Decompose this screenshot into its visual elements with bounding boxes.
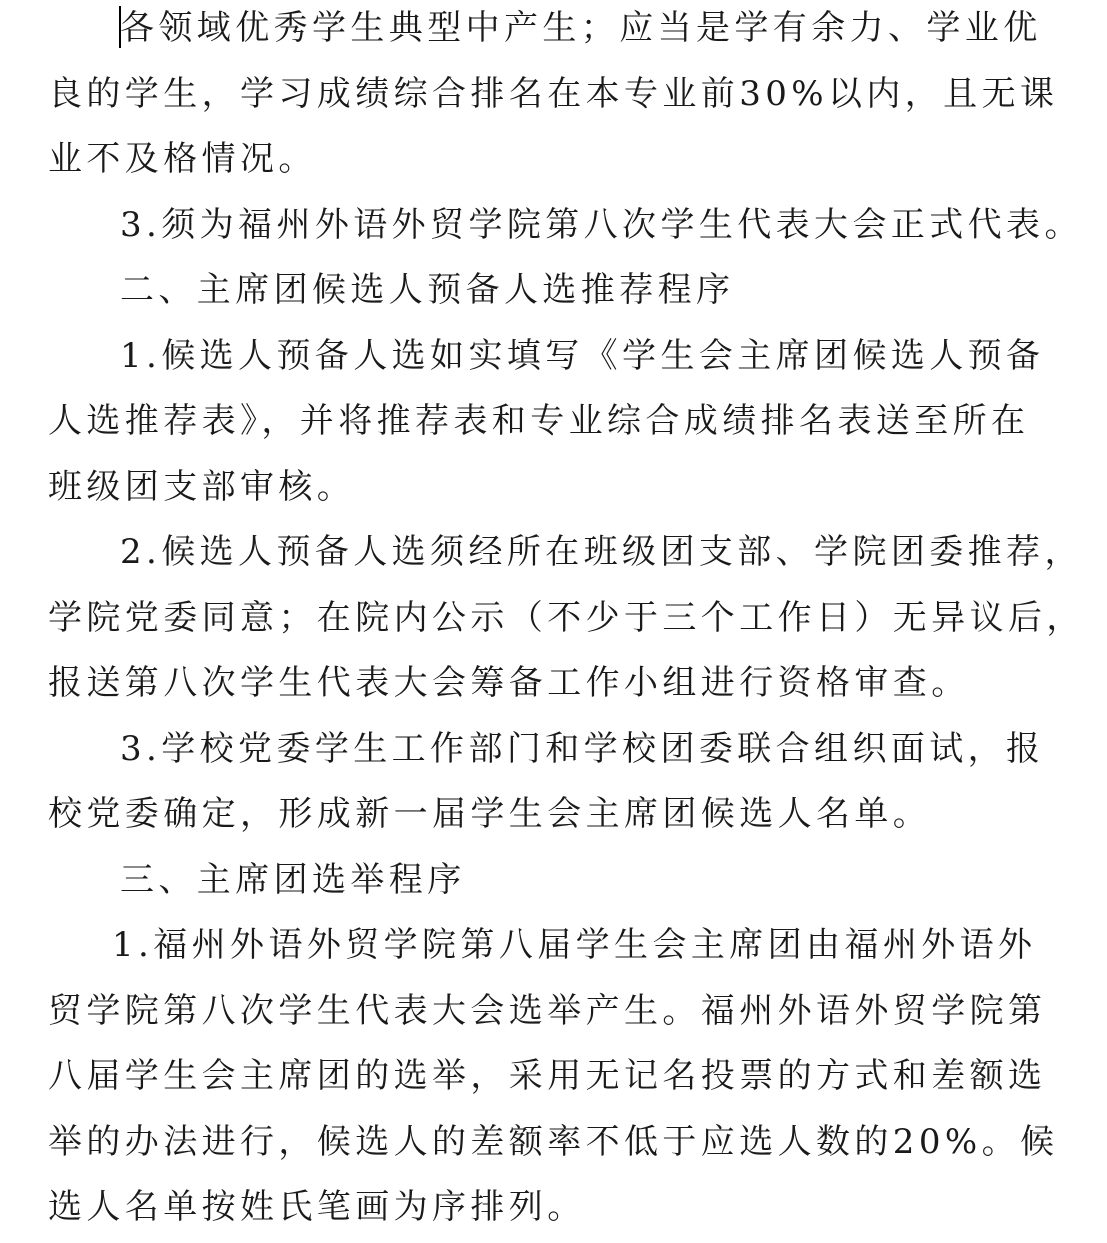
- text-line-19: 选人名单按姓氏笔画为序排列。: [48, 1187, 586, 1227]
- text-line-4: 3.须为福州外语外贸学院第八次学生代表大会正式代表。: [120, 205, 1083, 245]
- text-line-7: 人选推荐表》，并将推荐表和专业综合成绩排名表送至所在: [48, 401, 1030, 441]
- section-heading-2: 二、主席团候选人预备人选推荐程序: [120, 270, 735, 310]
- text-line-11: 报送第八次学生代表大会筹备工作小组进行资格审查。: [48, 663, 970, 703]
- text-line-12: 3.学校党委学生工作部门和学校团委联合组织面试，报: [120, 729, 1045, 769]
- text-line-17: 八届学生会主席团的选举，采用无记名投票的方式和差额选: [48, 1056, 1047, 1096]
- text-line-3: 业不及格情况。: [48, 139, 317, 179]
- text-line-13: 校党委确定，形成新一届学生会主席团候选人名单。: [48, 794, 932, 834]
- section-heading-3: 三、主席团选举程序: [120, 860, 466, 900]
- text-line-16: 贸学院第八次学生代表大会选举产生。福州外语外贸学院第: [48, 991, 1047, 1031]
- text-line-15: 1.福州外语外贸学院第八届学生会主席团由福州外语外: [112, 925, 1037, 965]
- text-line-9: 2.候选人预备人选须经所在班级团支部、学院团委推荐，: [120, 532, 1083, 572]
- text-line-1: 各领域优秀学生典型中产生；应当是学有余力、学业优: [120, 8, 1042, 48]
- text-line-10: 学院党委同意；在院内公示（不少于三个工作日）无异议后，: [48, 598, 1085, 638]
- text-line-2: 良的学生，学习成绩综合排名在本专业前30%以内，且无课: [48, 74, 1059, 114]
- text-line-8: 班级团支部审核。: [48, 467, 356, 507]
- text-line-6: 1.候选人预备人选如实填写《学生会主席团候选人预备: [120, 336, 1045, 376]
- text-line-18: 举的办法进行，候选人的差额率不低于应选人数的20%。候: [48, 1122, 1059, 1162]
